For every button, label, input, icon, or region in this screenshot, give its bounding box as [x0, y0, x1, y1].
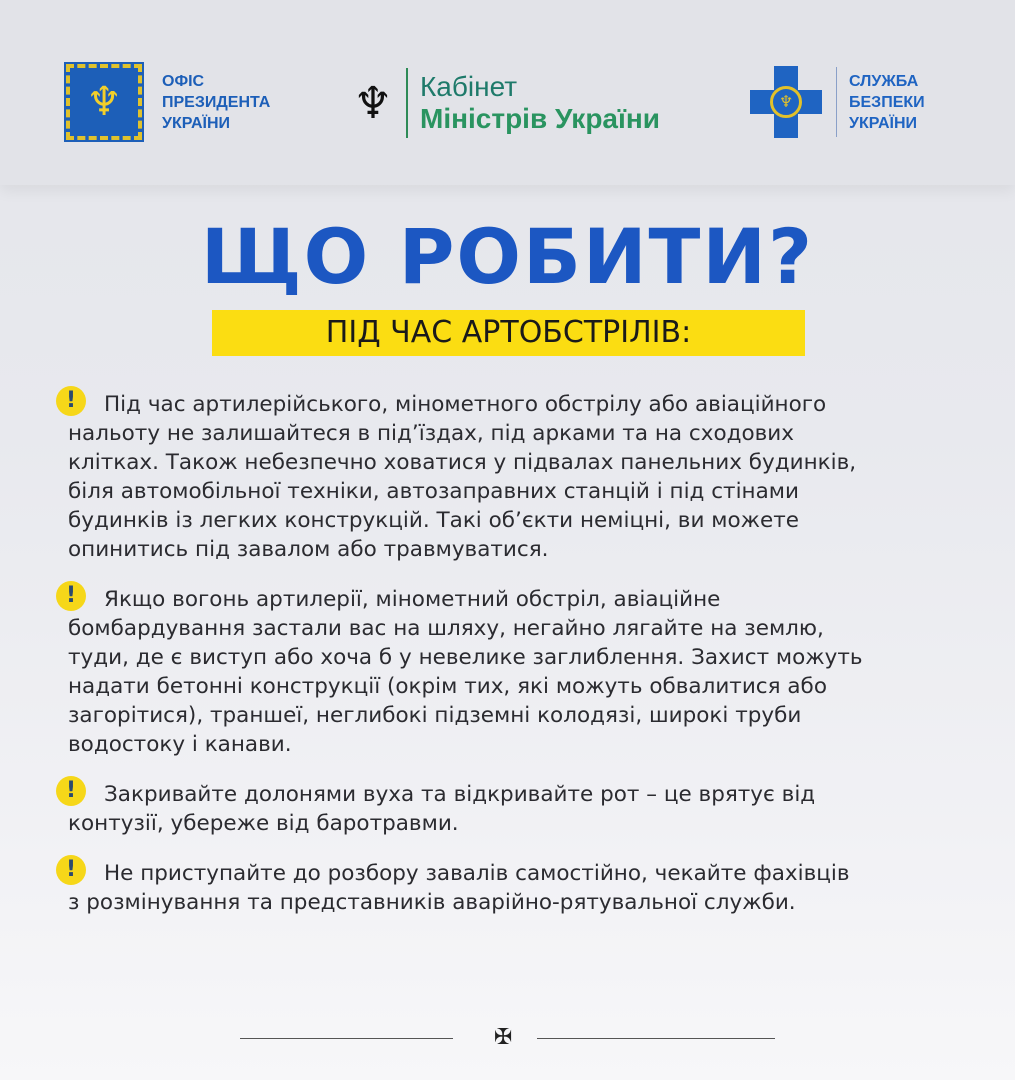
- logo-header: [0, 0, 1015, 185]
- item-text-line: біля автомобільної техніки, автозаправних станцій і під стінами: [68, 479, 799, 504]
- sbu-logo: [750, 66, 925, 138]
- item-text-line: будинків із легких конструкцій. Такі об’єкти неміцні, ви можете: [68, 508, 799, 533]
- cross-emblem-icon: ♆: [750, 66, 822, 138]
- divider: [836, 67, 837, 137]
- advice-list: [65, 388, 988, 938]
- list-item: [65, 388, 988, 564]
- list-item: [65, 857, 988, 917]
- trident-icon: ♆: [66, 64, 142, 140]
- logo-text: УКРАЇНИ: [849, 114, 918, 132]
- president-office-logo: [66, 64, 270, 140]
- trident-icon: ♆: [353, 77, 393, 129]
- logo-text: БЕЗПЕКИ: [849, 93, 925, 111]
- footer-divider: [240, 1025, 775, 1050]
- item-text-line: загорітися), траншеї, неглибокі підземні колодязі, широкі труби: [68, 703, 802, 728]
- page-title: ЩО РОБИТИ?: [200, 212, 815, 301]
- item-text-line: з розмінування та представників аварійно-рятувальної служби.: [68, 890, 796, 915]
- logo-text: ОФІС: [162, 72, 205, 90]
- item-text-line: опинитись під завалом або травмуватися.: [68, 537, 549, 562]
- logo-text: Міністрів України: [420, 103, 660, 134]
- item-text-line: клітках. Також небезпечно ховатися у підвалах панельних будинків,: [68, 450, 857, 475]
- warning-icon: !: [56, 581, 86, 611]
- cross-icon: ✠: [494, 1025, 513, 1050]
- item-text-line: Не приступайте до розбору завалів самостійно, чекайте фахівців: [104, 861, 850, 886]
- subtitle-banner: ПІД ЧАС АРТОБСТРІЛІВ:: [212, 310, 805, 356]
- warning-icon: !: [56, 776, 86, 806]
- item-text-line: Закривайте долонями вуха та відкривайте рот – це врятує від: [104, 782, 816, 807]
- item-text-line: водостоку і канави.: [68, 732, 292, 757]
- item-text-line: бомбардування застали вас на шляху, негайно лягайте на землю,: [68, 616, 824, 641]
- divider: [406, 68, 408, 138]
- warning-icon: !: [56, 855, 86, 885]
- logo-text: УКРАЇНИ: [162, 114, 231, 132]
- cabinet-logo: [352, 68, 660, 138]
- item-text-line: Якщо вогонь артилерії, мінометний обстріл, авіаційне: [104, 587, 721, 612]
- logo-text: ПРЕЗИДЕНТА: [162, 93, 271, 111]
- item-text-line: Під час артилерійського, мінометного обстрілу або авіаційного: [104, 392, 827, 417]
- logo-text: Кабінет: [420, 71, 518, 102]
- list-item: [65, 778, 988, 838]
- warning-icon: !: [56, 386, 86, 416]
- item-text-line: нальоту не залишайтеся в під’їздах, під арками та на сходових: [68, 421, 794, 446]
- item-text-line: контузії, убереже від баротравми.: [68, 811, 459, 836]
- item-text-line: туди, де є виступ або хоча б у невелике заглиблення. Захист можуть: [68, 645, 863, 670]
- item-text-line: надати бетонні конструкції (окрім тих, які можуть обвалитися або: [68, 674, 827, 699]
- list-item: [65, 583, 988, 759]
- logo-text: СЛУЖБА: [849, 72, 919, 90]
